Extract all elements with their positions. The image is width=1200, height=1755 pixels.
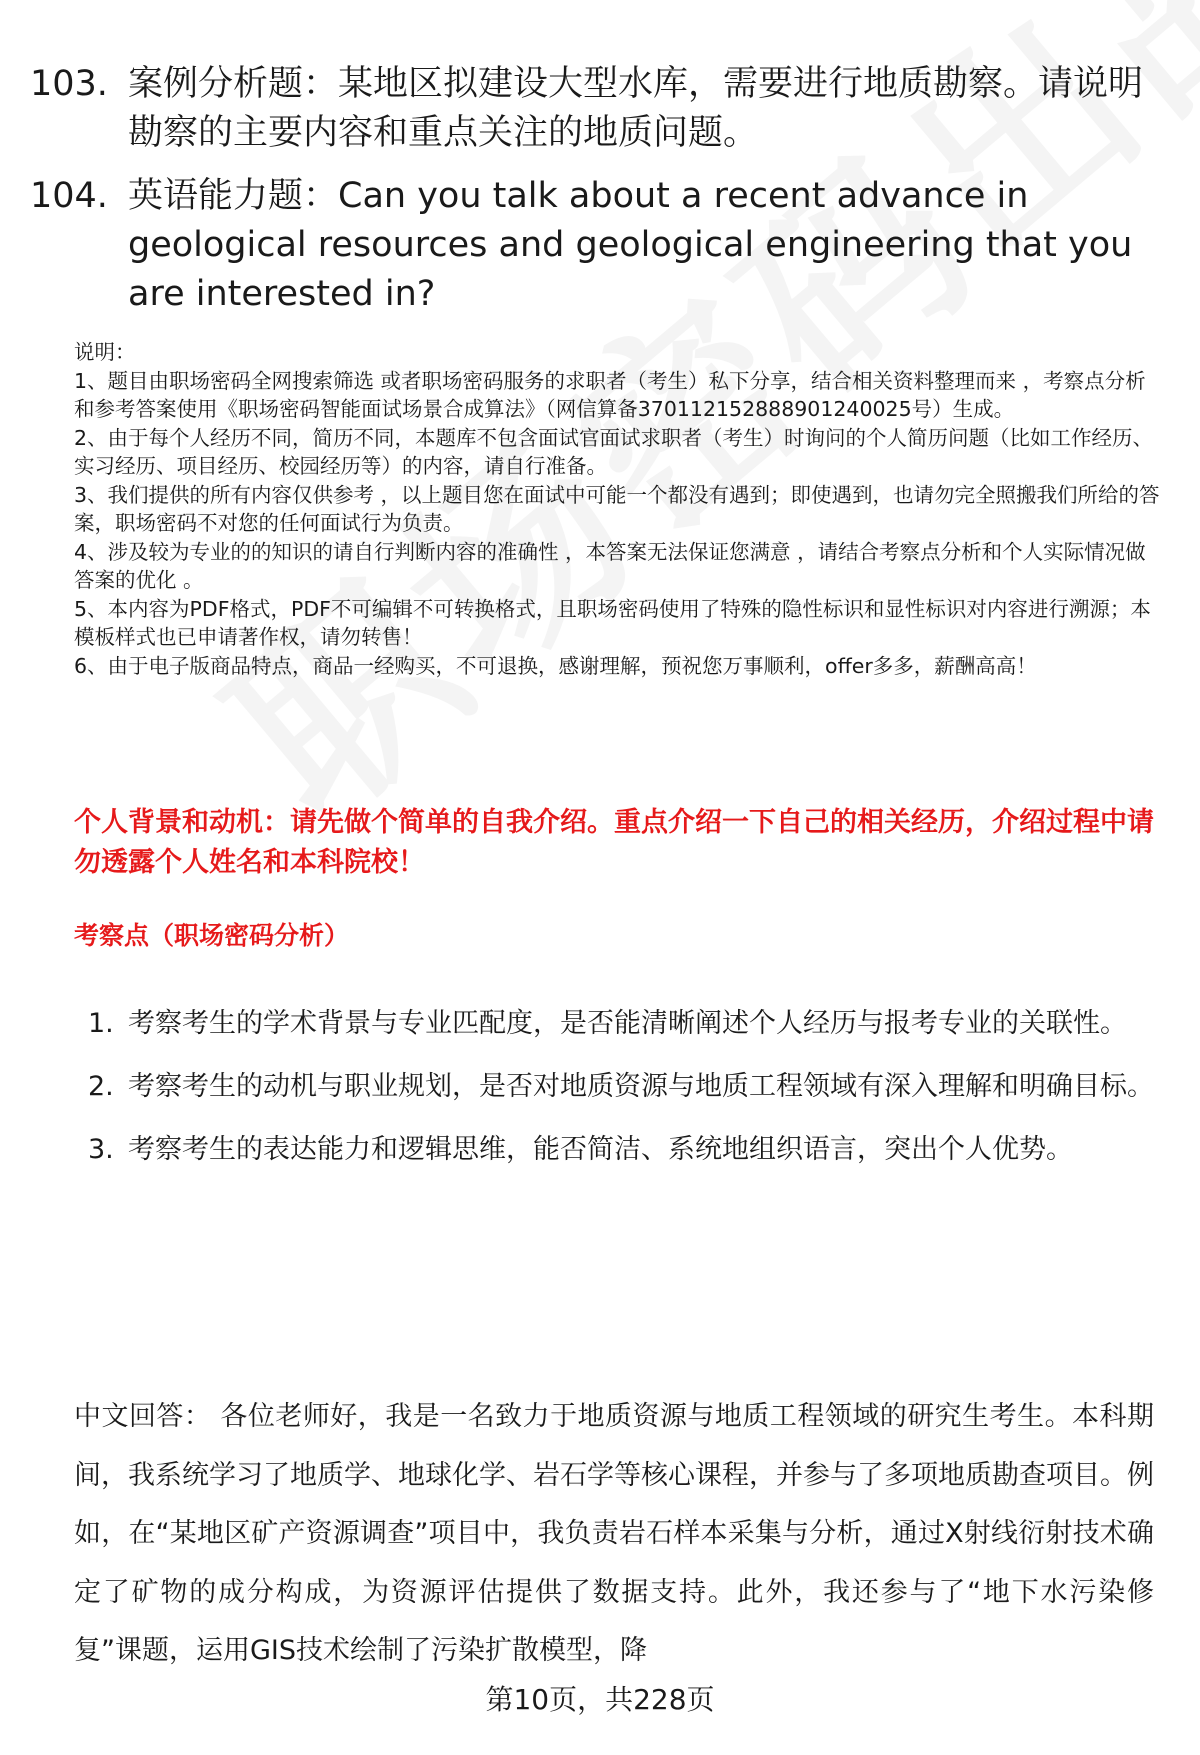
question-number: 104. [30,176,108,216]
list-number: 1. [88,1008,114,1039]
notes-section [74,338,1164,680]
assessment-points-title: 考察点（职场密码分析） [74,921,350,950]
question-103 [30,60,1160,158]
note-item: 4、涉及较为专业的的知识的请自行判断内容的准确性 ，本答案无法保证您满意 ，请结合考察点分析和个人实际情况做答案的优化 。 [74,539,1146,592]
note-item: 1、题目由职场密码全网搜索筛选 或者职场密码服务的求职者（考生）私下分享，结合相关资料整理而来 ，考察点分析和参考答案使用《职场密码智能面试场景合成算法》（网信算备370112152888901240025号）生成。 [74,368,1146,421]
question-number: 103. [30,64,108,104]
list-text: 考察考生的学术背景与专业匹配度，是否能清晰阐述个人经历与报考专业的关联性。 [128,1008,1127,1039]
page-footer: 第10页，共228页 [485,1683,715,1716]
question-text: 案例分析题：某地区拟建设大型水库，需要进行地质勘察。请说明勘察的主要内容和重点关注的地质问题。 [128,64,1144,153]
note-item: 5、本内容为PDF格式，PDF不可编辑不可转换格式，且职场密码使用了特殊的隐性标识和显性标识对内容进行溯源；本模板样式也已申请著作权，请勿转售！ [74,596,1151,649]
list-item [74,1121,1154,1178]
list-text: 考察考生的表达能力和逻辑思维，能否简洁、系统地组织语言，突出个人优势。 [128,1134,1073,1165]
list-number: 2. [88,1071,114,1102]
note-item: 6、由于电子版商品特点，商品一经购买，不可退换，感谢理解，预祝您万事顺利，offer多多，薪酬高高！ [74,653,1037,678]
section-question-title: 个人背景和动机：请先做个简单的自我介绍。重点介绍一下自己的相关经历，介绍过程中请勿透露个人姓名和本科院校！ [74,807,1154,878]
question-text: 英语能力题：Can you talk about a recent advance in geological resources and geological engineering that you are interested in? [128,176,1133,314]
notes-heading: 说明： [74,340,136,364]
assessment-points-list [74,995,1154,1184]
list-item [74,1058,1154,1115]
note-item: 3、我们提供的所有内容仅供参考 ，以上题目您在面试中可能一个都没有遇到；即使遇到，也请勿完全照搬我们所给的答案，职场密码不对您的任何面试行为负责。 [74,482,1160,535]
list-item [74,995,1154,1052]
question-104 [30,172,1160,319]
list-text: 考察考生的动机与职业规划，是否对地质资源与地质工程领域有深入理解和明确目标。 [128,1071,1154,1102]
list-number: 3. [88,1134,114,1165]
note-item: 2、由于每个人经历不同，简历不同，本题库不包含面试官面试求职者（考生）时询问的个人简历问题（比如工作经历、实习经历、项目经历、校园经历等）的内容，请自行准备。 [74,425,1154,478]
chinese-answer: 中文回答： 各位老师好，我是一名致力于地质资源与地质工程领域的研究生考生。本科期间，我系统学习了地质学、地球化学、岩石学等核心课程，并参与了多项地质勘查项目。例如，在“某地区矿产资源调查”项目中，我负责岩石样本采集与分析，通过X射线衍射技术确定了矿物的成分构成，为资源评估提供了数据支持。此外，我还参与了“地下水污染修复”课题，运用GIS技术绘制了污染扩散模型，降 [74,1401,1154,1666]
